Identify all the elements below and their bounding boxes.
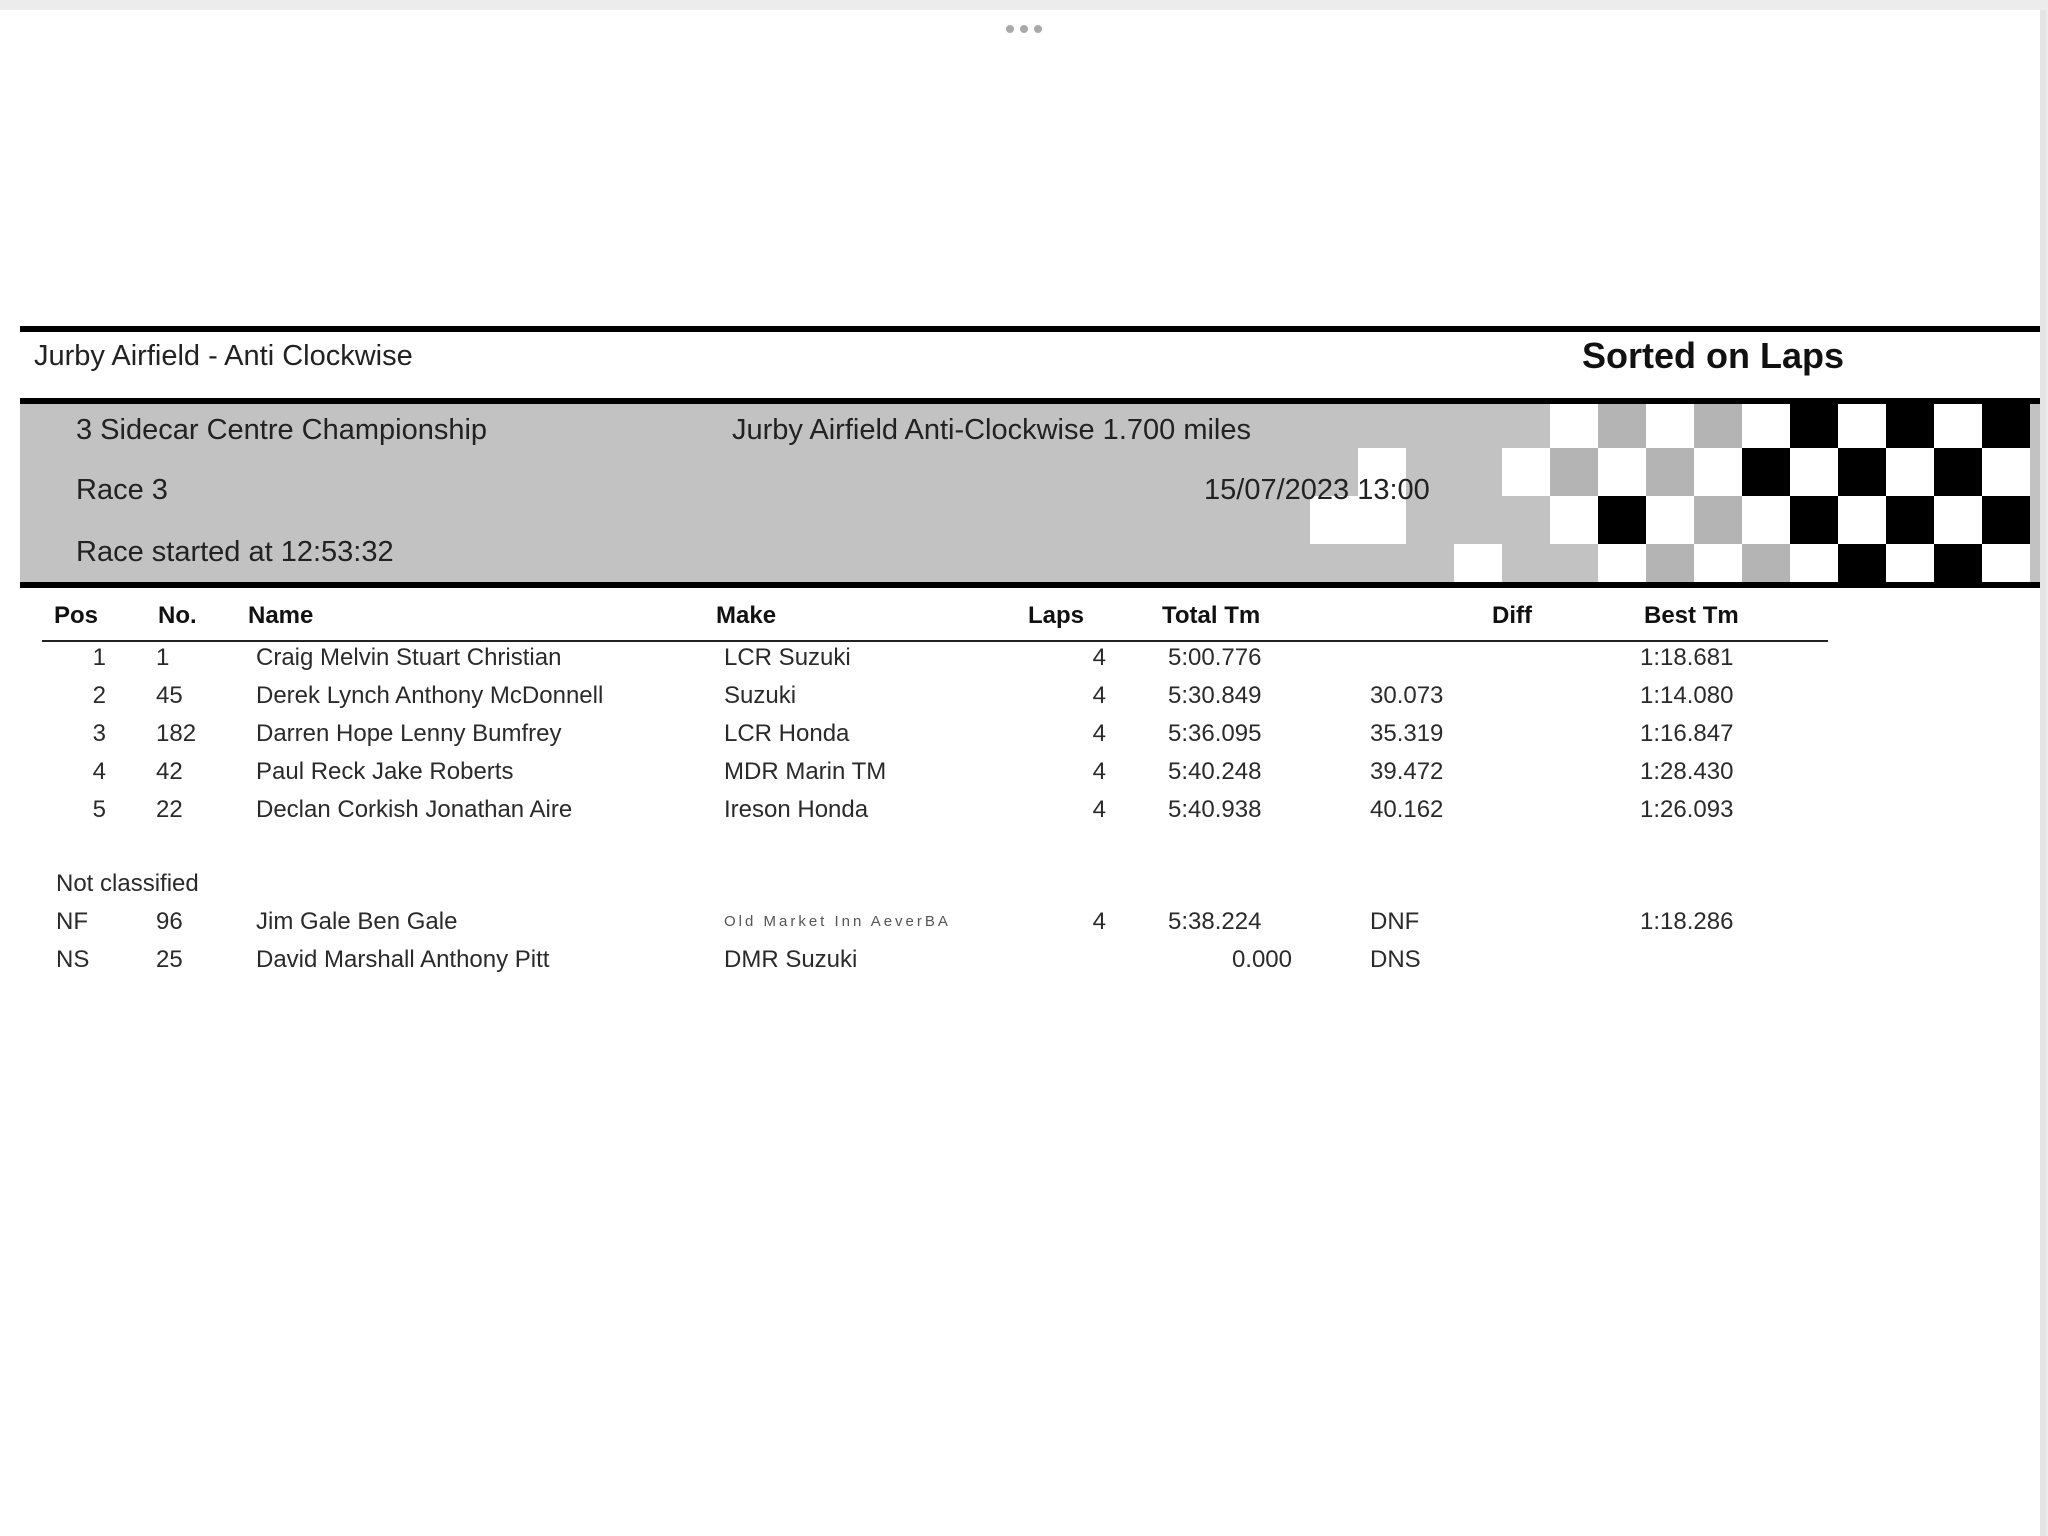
cell-name: Derek Lynch Anthony McDonnell xyxy=(256,682,604,709)
col-make: Make xyxy=(716,602,777,629)
more-options-icon[interactable] xyxy=(1000,22,1048,36)
cell-make: LCR Suzuki xyxy=(724,644,851,671)
cell-laps: 4 xyxy=(1092,644,1106,671)
circuit-name: Jurby Airfield Anti-Clockwise 1.700 miles xyxy=(732,414,1251,446)
cell-make: DMR Suzuki xyxy=(724,946,858,973)
flag-square xyxy=(1838,544,1886,582)
cell-pos: 2 xyxy=(92,682,106,709)
cell-no: 22 xyxy=(156,796,183,823)
table-row xyxy=(0,644,2040,680)
race-banner xyxy=(20,398,2040,588)
flag-square xyxy=(1550,496,1598,544)
flag-square xyxy=(1934,496,1982,544)
cell-name: David Marshall Anthony Pitt xyxy=(256,946,550,973)
cell-laps: 4 xyxy=(1092,758,1106,785)
flag-square xyxy=(1742,448,1790,496)
cell-pos: 1 xyxy=(92,644,106,671)
results-page xyxy=(0,10,2046,1536)
flag-square xyxy=(1598,544,1646,582)
cell-best: 1:26.093 xyxy=(1640,796,1734,823)
cell-total: 5:40.248 xyxy=(1168,758,1262,785)
cell-total: 5:40.938 xyxy=(1168,796,1262,823)
col-best: Best Tm xyxy=(1644,602,1739,629)
cell-pos: 4 xyxy=(92,758,106,785)
flag-square xyxy=(1838,404,1886,448)
race-datetime: 15/07/2023 13:00 xyxy=(1204,474,1430,506)
cell-no: 45 xyxy=(156,682,183,709)
cell-name: Jim Gale Ben Gale xyxy=(256,908,458,935)
flag-square xyxy=(1886,496,1934,544)
cell-make: Old Market Inn AeverBA xyxy=(724,913,951,930)
flag-square xyxy=(1598,448,1646,496)
cell-no: 25 xyxy=(156,946,183,973)
cell-name: Paul Reck Jake Roberts xyxy=(256,758,514,785)
flag-square xyxy=(1886,404,1934,448)
flag-square xyxy=(1550,448,1598,496)
cell-laps: 4 xyxy=(1092,682,1106,709)
flag-square xyxy=(1886,544,1934,582)
cell-make: Suzuki xyxy=(724,682,797,709)
cell-name: Darren Hope Lenny Bumfrey xyxy=(256,720,562,747)
flag-square xyxy=(1694,496,1742,544)
col-laps: Laps xyxy=(1028,602,1085,629)
cell-pos: 5 xyxy=(92,796,106,823)
cell-make: Ireson Honda xyxy=(724,796,869,823)
table-header xyxy=(0,602,2040,634)
cell-pos: NS xyxy=(56,946,90,973)
cell-total: 5:36.095 xyxy=(1168,720,1262,747)
flag-square xyxy=(1694,404,1742,448)
cell-laps: 4 xyxy=(1092,908,1106,935)
cell-laps: 4 xyxy=(1092,720,1106,747)
flag-square xyxy=(1982,496,2030,544)
sort-label: Sorted on Laps xyxy=(1582,335,1845,376)
race-name: Race 3 xyxy=(76,474,168,506)
flag-square xyxy=(1742,544,1790,582)
cell-no: 42 xyxy=(156,758,183,785)
col-pos: Pos xyxy=(54,602,99,629)
table-row xyxy=(0,946,2040,982)
flag-square xyxy=(1934,404,1982,448)
not-classified-label: Not classified xyxy=(56,870,199,897)
cell-best: 1:18.286 xyxy=(1640,908,1734,935)
flag-square xyxy=(1598,496,1646,544)
flag-square xyxy=(1790,404,1838,448)
flag-square xyxy=(1502,448,1550,496)
flag-square xyxy=(1982,544,2030,582)
cell-name: Declan Corkish Jonathan Aire xyxy=(256,796,573,823)
cell-diff: DNS xyxy=(1370,946,1421,973)
cell-total: 5:00.776 xyxy=(1168,644,1262,671)
top-rule xyxy=(20,326,2040,332)
flag-square xyxy=(1790,448,1838,496)
flag-square xyxy=(1790,544,1838,582)
cell-diff: 30.073 xyxy=(1370,682,1444,709)
col-total: Total Tm xyxy=(1162,602,1261,629)
col-name: Name xyxy=(248,602,314,629)
cell-total: 5:30.849 xyxy=(1168,682,1262,709)
flag-square xyxy=(1694,448,1742,496)
cell-best: 1:18.681 xyxy=(1640,644,1734,671)
flag-square xyxy=(1982,448,2030,496)
cell-name: Craig Melvin Stuart Christian xyxy=(256,644,562,671)
cell-no: 182 xyxy=(156,720,197,747)
header-rule xyxy=(42,640,1828,642)
cell-make: MDR Marin TM xyxy=(724,758,887,785)
flag-square xyxy=(1550,404,1598,448)
table-row xyxy=(0,908,2040,944)
championship-name: 3 Sidecar Centre Championship xyxy=(76,414,488,446)
table-row xyxy=(0,758,2040,794)
cell-diff: 40.162 xyxy=(1370,796,1444,823)
flag-square xyxy=(1838,496,1886,544)
col-no: No. xyxy=(158,602,197,629)
cell-no: 1 xyxy=(156,644,170,671)
flag-square xyxy=(1646,404,1694,448)
flag-square xyxy=(1934,448,1982,496)
cell-best: 1:14.080 xyxy=(1640,682,1734,709)
cell-diff: DNF xyxy=(1370,908,1420,935)
table-row xyxy=(0,720,2040,756)
cell-laps: 4 xyxy=(1092,796,1106,823)
cell-no: 96 xyxy=(156,908,183,935)
cell-pos: 3 xyxy=(92,720,106,747)
race-start-time: Race started at 12:53:32 xyxy=(76,536,394,568)
cell-total: 5:38.224 xyxy=(1168,908,1262,935)
venue-title: Jurby Airfield - Anti Clockwise xyxy=(34,340,413,372)
cell-best: 1:16.847 xyxy=(1640,720,1734,747)
flag-square xyxy=(1598,404,1646,448)
flag-square xyxy=(1646,496,1694,544)
flag-square xyxy=(1790,496,1838,544)
flag-square xyxy=(1646,544,1694,582)
flag-square xyxy=(1646,448,1694,496)
cell-pos: NF xyxy=(56,908,88,935)
col-diff: Diff xyxy=(1492,602,1532,629)
flag-square xyxy=(1934,544,1982,582)
cell-diff: 39.472 xyxy=(1370,758,1444,785)
cell-make: LCR Honda xyxy=(724,720,850,747)
flag-square xyxy=(1838,448,1886,496)
flag-square xyxy=(1886,448,1934,496)
flag-square xyxy=(1982,404,2030,448)
flag-square xyxy=(1742,404,1790,448)
flag-square xyxy=(1454,544,1502,582)
table-row xyxy=(0,796,2040,832)
cell-best: 1:28.430 xyxy=(1640,758,1734,785)
flag-square xyxy=(1694,544,1742,582)
table-row xyxy=(0,682,2040,718)
cell-total: 0.000 xyxy=(1231,946,1292,973)
cell-diff: 35.319 xyxy=(1370,720,1444,747)
flag-square xyxy=(1742,496,1790,544)
